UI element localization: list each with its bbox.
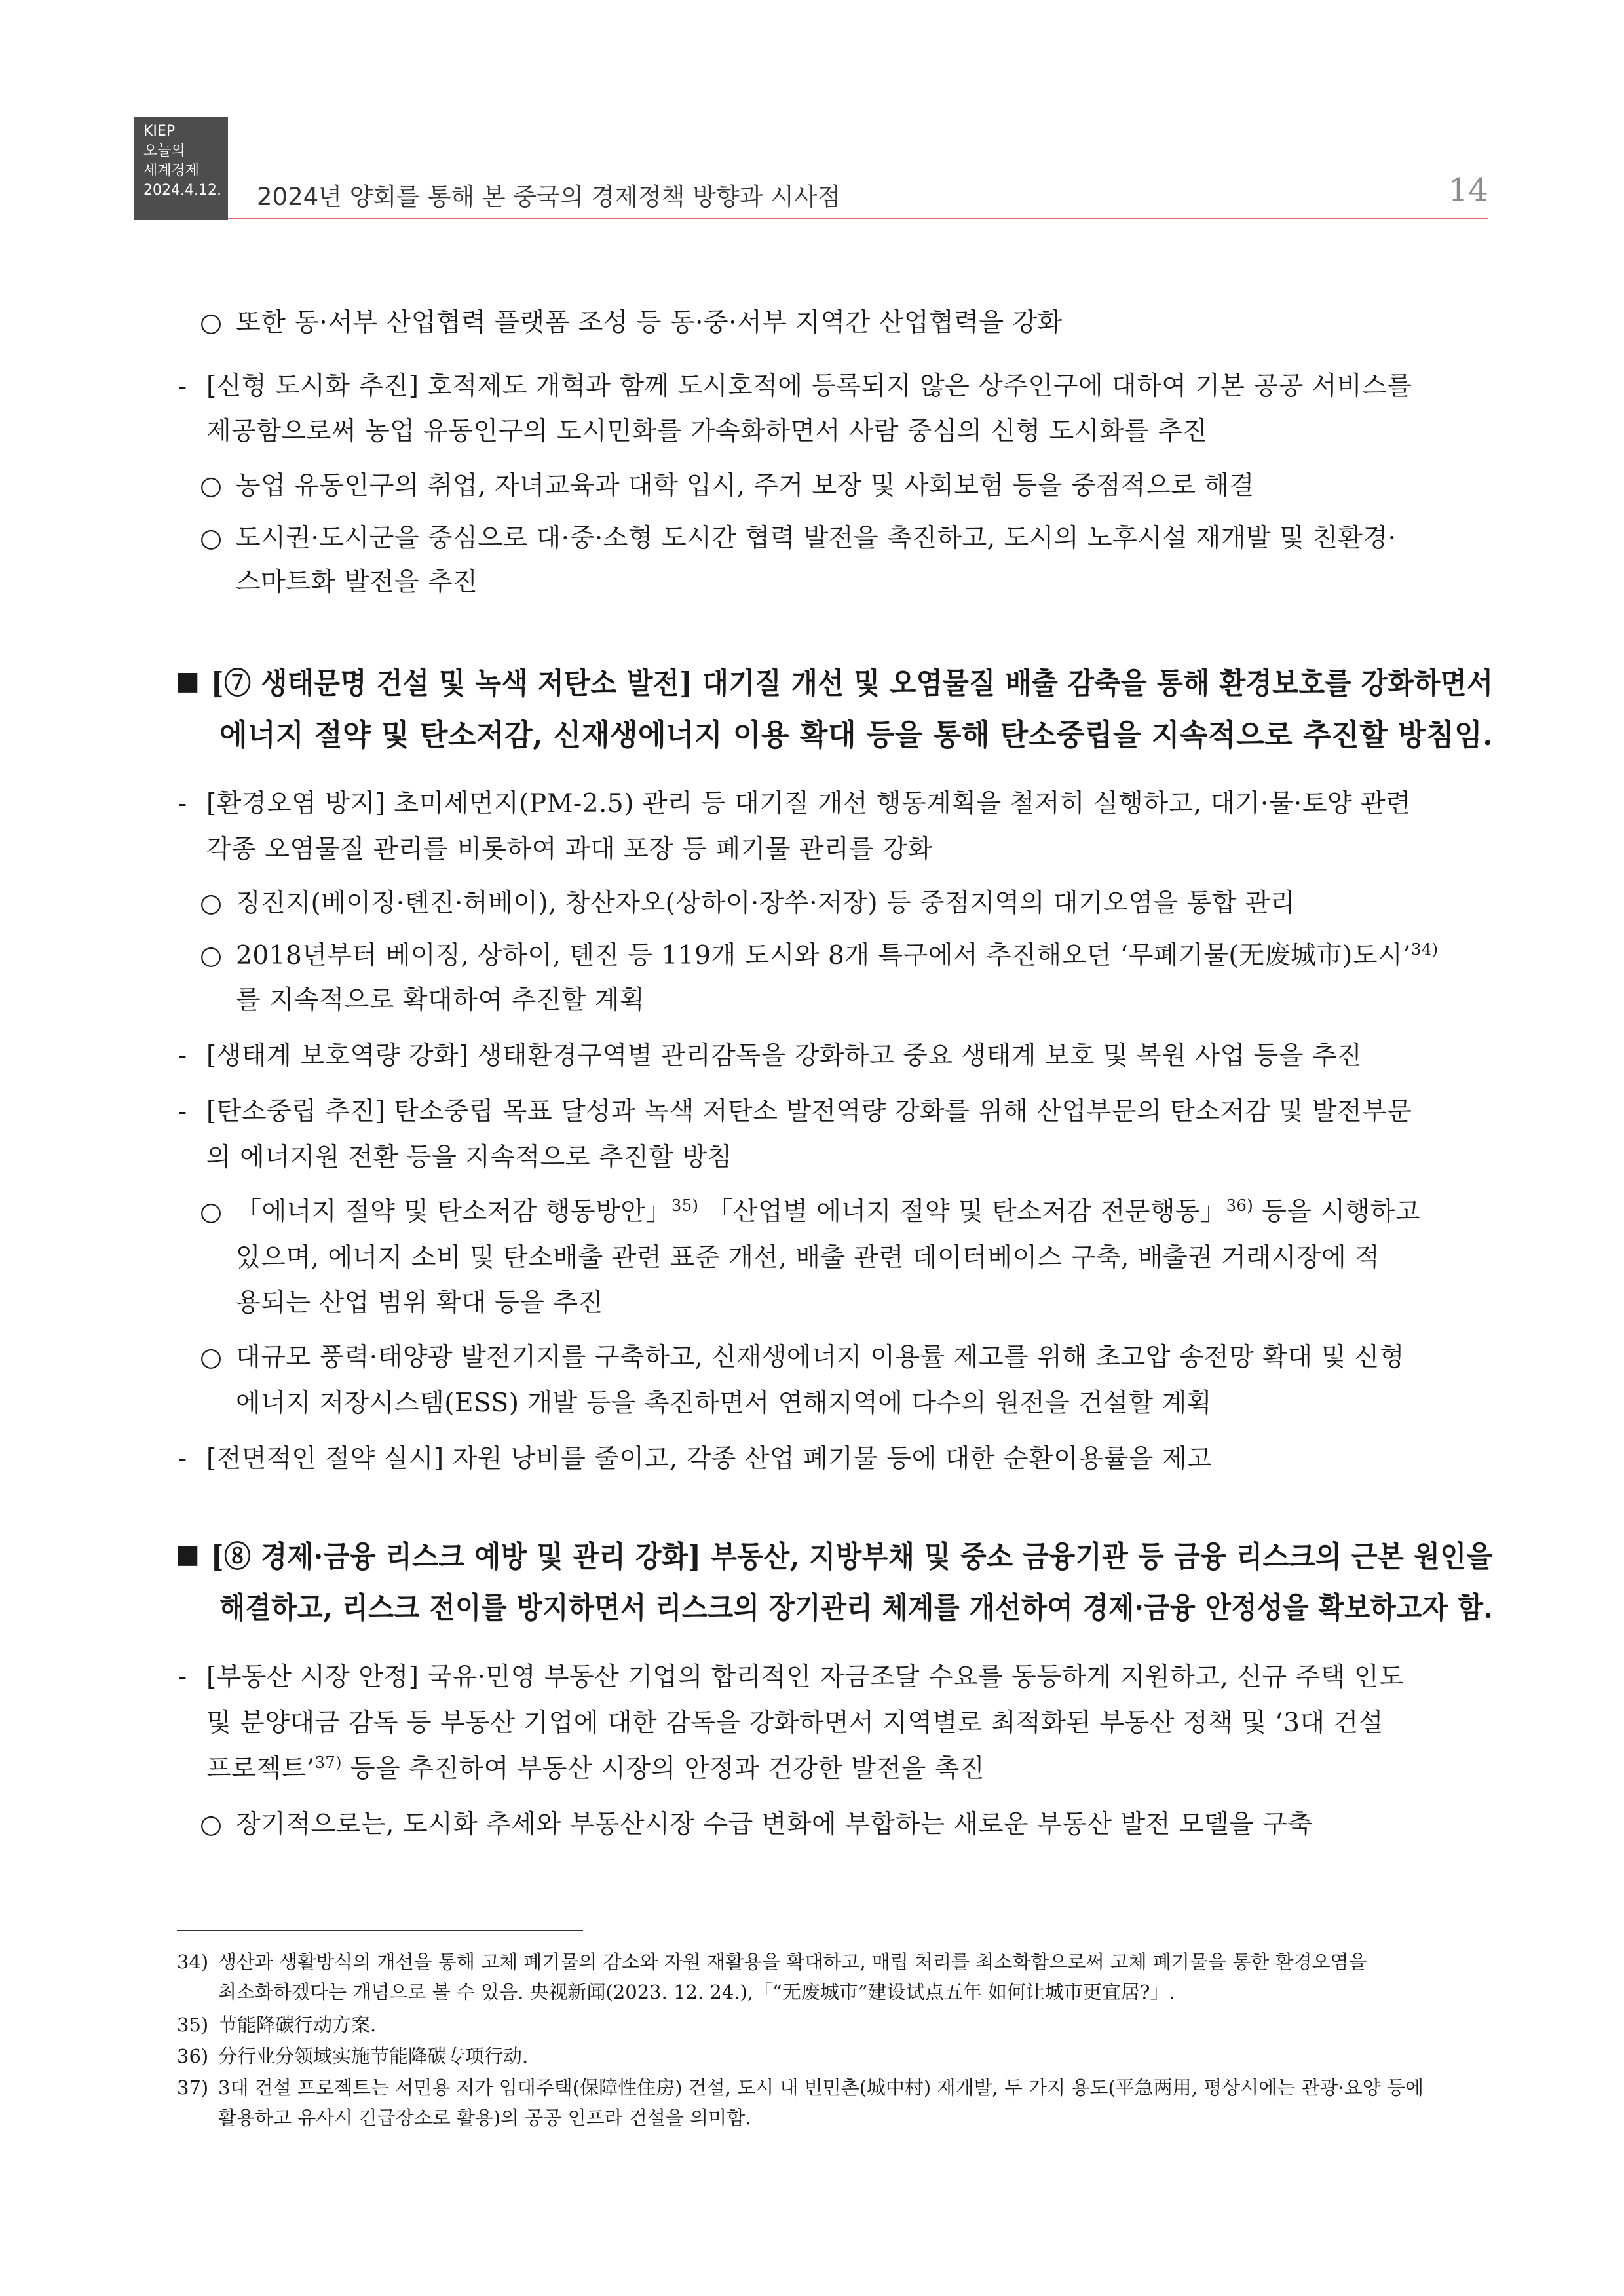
body-line: 각종 오염물질 관리를 비롯하여 과대 포장 등 폐기물 관리를 강화: [206, 835, 933, 864]
footnote-text: 3대 건설 프로젝트는 서민용 저가 임대주택(保障性住房) 건설, 도시 내 빈민촌(城中村) 재개발, 두 가지 용도(平急两用, 평상시에는 관광·요양 등에: [218, 2076, 1424, 2099]
document-title: 2024년 양회를 통해 본 중국의 경제정책 방향과 시사점: [257, 183, 841, 211]
footnote-ref: 35): [671, 1196, 699, 1215]
bullet-dash-icon: -: [178, 372, 187, 401]
footnote-number: 37): [177, 2076, 209, 2099]
body-text: 프로젝트’: [206, 1754, 315, 1784]
body-line: 또한 동·서부 산업협력 플랫폼 조성 등 동·중·서부 지역간 산업협력을 강화: [236, 308, 1063, 337]
body-text: 2018년부터 베이징, 상하이, 톈진 등 119개 도시와 8개 특구에서 추진해오던 ‘무폐기물(无废城市)도시’: [236, 941, 1412, 970]
footnote-number: 36): [177, 2045, 209, 2067]
bullet-dash-icon: -: [178, 1097, 187, 1126]
body-line: 용되는 산업 범위 확대 등을 추진: [236, 1288, 603, 1318]
body-line: 의 에너지원 전환 등을 지속적으로 추진할 방침: [206, 1143, 732, 1172]
bullet-circle-icon: ○: [200, 1197, 223, 1227]
issue-date: 2024.4.12.: [143, 182, 221, 199]
body-line: [236, 1195, 1420, 1230]
body-line: [환경오염 방지] 초미세먼지(PM-2.5) 관리 등 대기질 개선 행동계획을 철저히 실행하고, 대기·물·토양 관련: [206, 789, 1411, 818]
section-heading: 해결하고, 리스크 전이를 방지하면서 리스크의 장기관리 체계를 개선하여 경제·금융 안정성을 확보하고자 함.: [219, 1590, 1494, 1625]
bullet-circle-icon: ○: [200, 524, 223, 553]
footnote-text: 分行业分领域实施节能降碳专项行动.: [218, 2045, 529, 2067]
footnote-text: 节能降碳行动方案.: [218, 2014, 377, 2036]
body-line: [신형 도시화 추진] 호적제도 개혁과 함께 도시호적에 등록되지 않은 상주인구에 대하여 기본 공공 서비스를: [206, 372, 1412, 401]
body-line: 대규모 풍력·태양광 발전기지를 구축하고, 신재생에너지 이용률 제고를 위해 초고압 송전망 확대 및 신형: [236, 1343, 1405, 1372]
bullet-circle-icon: ○: [200, 1343, 223, 1372]
footnote-ref: 36): [1226, 1196, 1254, 1215]
footnote-divider: [177, 1930, 583, 1931]
series-name-line2: 세계경제: [143, 163, 200, 179]
section-heading: 에너지 절약 및 탄소저감, 신재생에너지 이용 확대 등을 통해 탄소중립을 지속적으로 추진할 방침임.: [219, 718, 1494, 752]
bullet-circle-icon: ○: [200, 941, 223, 970]
body-line: 징진지(베이징·톈진·허베이), 창산자오(상하이·장쑤·저장) 등 중점지역의 대기오염을 통합 관리: [236, 889, 1296, 918]
footnote-text: 생산과 생활방식의 개선을 통해 고체 폐기물의 감소와 자원 재활용을 확대하고, 매립 처리를 최소화함으로써 고체 폐기물을 통한 환경오염을: [218, 1951, 1367, 1973]
body-text: 「에너지 절약 및 탄소저감 행동방안」: [236, 1197, 672, 1227]
header-divider: [228, 218, 1488, 219]
body-line: [생태계 보호역량 강화] 생태환경구역별 관리감독을 강화하고 중요 생태계 보호 및 복원 사업 등을 추진: [206, 1041, 1363, 1071]
bullet-circle-icon: ○: [200, 471, 223, 501]
page-number: 14: [1448, 172, 1488, 208]
bullet-dash-icon: -: [178, 1444, 187, 1474]
series-label-box: [134, 117, 228, 220]
body-line: [부동산 시장 안정] 국유·민영 부동산 기업의 합리적인 자금조달 수요를 동등하게 지원하고, 신규 주택 인도: [206, 1662, 1405, 1692]
footnote-text: 최소화하겠다는 개념으로 볼 수 있음. 央视新闻(2023. 12. 24.),「“无废城市”建设试点五年 如何让城市更宜居?」.: [218, 1981, 1175, 2003]
bullet-circle-icon: ○: [200, 308, 223, 337]
body-line: 제공함으로써 농업 유동인구의 도시민화를 가속화하면서 사람 중심의 신형 도시화를 추진: [206, 417, 1208, 446]
bullet-dash-icon: -: [178, 1041, 187, 1071]
body-line: [전면적인 절약 실시] 자원 낭비를 줄이고, 각종 산업 폐기물 등에 대한 순환이용률을 제고: [206, 1444, 1213, 1474]
body-text: 「산업별 에너지 절약 및 탄소저감 전문행동」: [698, 1197, 1226, 1227]
section-square-icon: ■: [176, 666, 200, 696]
body-line: [206, 1751, 985, 1787]
footnote-number: 34): [177, 1951, 209, 1973]
section-heading: [⑧ 경제·금융 리스크 예방 및 관리 강화] 부동산, 지방부채 및 중소 금융기관 등 금융 리스크의 근본 원인을: [211, 1539, 1493, 1574]
body-line: 장기적으로는, 도시화 추세와 부동산시장 수급 변화에 부합하는 새로운 부동산 발전 모델을 구축: [236, 1810, 1313, 1839]
bullet-circle-icon: ○: [200, 1810, 223, 1839]
body-text: 등을 추진하여 부동산 시장의 안정과 건강한 발전을 촉진: [342, 1754, 985, 1784]
footnote-text: 활용하고 유사시 긴급장소로 활용)의 공공 인프라 건설을 의미함.: [218, 2107, 751, 2129]
body-line: 농업 유동인구의 취업, 자녀교육과 대학 입시, 주거 보장 및 사회보험 등을 중점적으로 해결: [236, 471, 1255, 501]
footnote-ref: 37): [314, 1753, 342, 1772]
body-line: 스마트화 발전을 추진: [236, 567, 478, 597]
org-label: KIEP: [143, 123, 176, 140]
body-line: 도시권·도시군을 중심으로 대·중·소형 도시간 협력 발전을 촉진하고, 도시의 노후시설 재개발 및 친환경·: [236, 524, 1397, 553]
body-line: 있으며, 에너지 소비 및 탄소배출 관련 표준 개선, 배출 관련 데이터베이스 구축, 배출권 거래시장에 적: [236, 1243, 1380, 1272]
section-square-icon: ■: [176, 1539, 200, 1569]
bullet-dash-icon: -: [178, 1662, 187, 1692]
body-line: [탄소중립 추진] 탄소중립 목표 달성과 녹색 저탄소 발전역량 강화를 위해 산업부문의 탄소저감 및 발전부문: [206, 1097, 1412, 1126]
footnote-number: 35): [177, 2014, 209, 2036]
body-line: 및 분양대금 감독 등 부동산 기업에 대한 감독을 강화하면서 지역별로 최적화된 부동산 정책 및 ‘3대 건설: [206, 1708, 1384, 1738]
series-name-line1: 오늘의: [143, 143, 185, 159]
body-line: 를 지속적으로 확대하여 추진할 계획: [236, 985, 645, 1015]
bullet-dash-icon: -: [178, 789, 187, 818]
footnote-ref: 34): [1411, 940, 1439, 959]
body-text: 등을 시행하고: [1253, 1197, 1421, 1227]
body-line: [236, 938, 1438, 974]
section-heading: [⑦ 생태문명 건설 및 녹색 저탄소 발전] 대기질 개선 및 오염물질 배출 감축을 통해 환경보호를 강화하면서: [211, 666, 1494, 700]
body-line: 에너지 저장시스템(ESS) 개발 등을 촉진하면서 연해지역에 다수의 원전을 건설할 계획: [236, 1388, 1212, 1418]
bullet-circle-icon: ○: [200, 889, 223, 918]
